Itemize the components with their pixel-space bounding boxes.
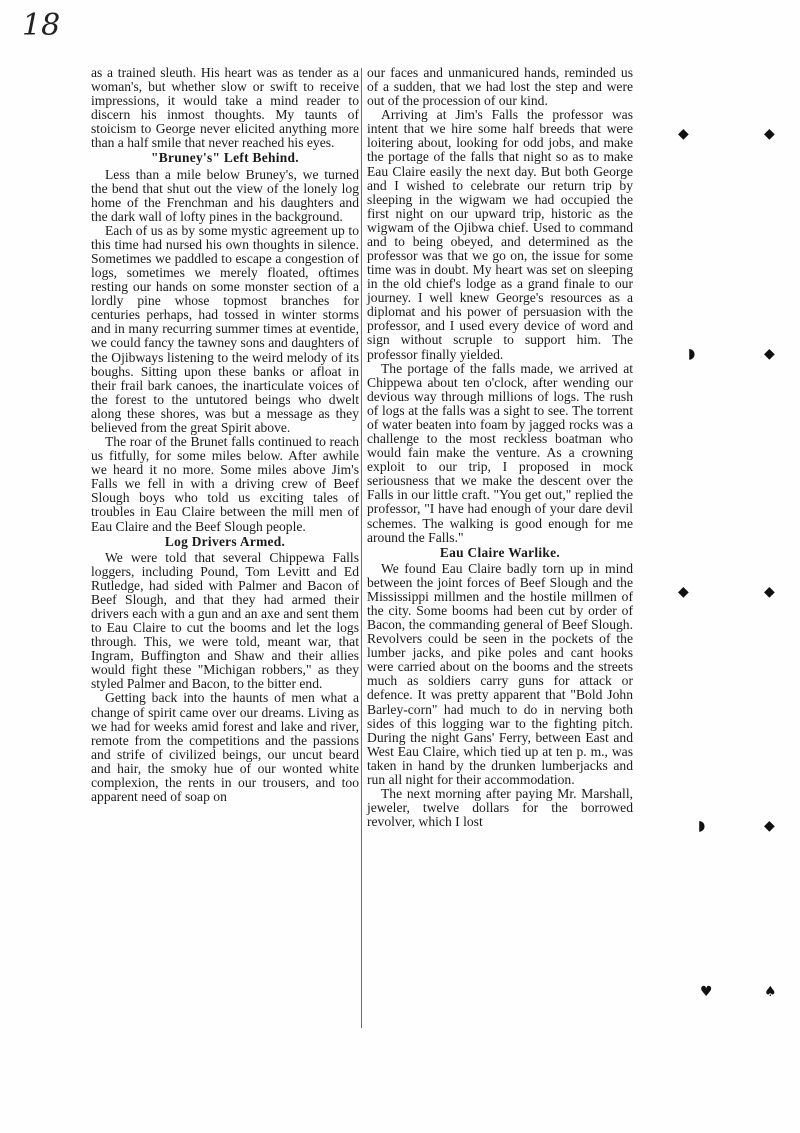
section-heading: Log Drivers Armed. — [164, 533, 286, 549]
paragraph: as a trained sleuth. His heart was as tender as a woman's, but whether slow or swift to receive impressions, it would take a mind reader to discern his inmost thoughts. My taunts of stoicism to George never elicited anything more than a half smile that never reached his eyes. — [91, 65, 359, 151]
scan-mark: ◆ — [678, 584, 689, 600]
left-column — [91, 66, 359, 804]
paragraph: The portage of the falls made, we arrived at Chippewa about ten o'clock, after wending our devious way through millions of logs. The rush of logs at the falls was a sight to see. The torrent of water beaten into foam by jagged rocks was a challenge to the most reckless boatman who would fain make the venture. As a crowning exploit to our trip, I proposed in mock seriousness that we make the descent over the Falls in our little craft. "You get out," replied the professor, "I have had enough of your dare devil schemes. The walking is good enough for me around the Falls." — [367, 360, 633, 545]
right-column — [367, 66, 633, 829]
paragraph: The roar of the Brunet falls continued to reach us fitfully, for some miles below. After awhile we heard it no more. Some miles above Jim's Falls we fell in with a driving crew of Beef Slough boys who told us exciting tales of troubles in Eau Claire between the mill men of Eau Claire and the Beef Slough people. — [91, 434, 359, 534]
scan-mark: ♥ — [700, 984, 713, 1000]
page-number: 18 — [22, 8, 61, 43]
paragraph: Getting back into the haunts of men what a change of spirit came over our dreams. Living as we had for weeks amid forest and lake and river, remote from the competitions and the passions and strife of civilized beings, our uncut beard and hair, the smoky hue of our wonted white complexion, the rents in our trousers, and too apparent need of soap on — [91, 690, 359, 804]
scan-mark: ◆ — [764, 818, 775, 834]
section-heading: Eau Claire Warlike. — [439, 544, 561, 560]
paragraph: Less than a mile below Bruney's, we turned the bend that shut out the view of the lonely log home of the Frenchman and his daughters and the dark wall of lofty pines in the background. — [91, 166, 359, 224]
scan-mark: ◗ — [698, 818, 706, 834]
scan-mark: ◆ — [678, 126, 689, 142]
paragraph: Each of us as by some mystic agreement up to this time had nursed his own thoughts in silence. Sometimes we paddled to escape a congestion of logs, sometimes we merely floated, oftimes resting our hands on some monster section of a lordly pine whose topmost branches for centuries perhaps, had tossed in winter storms and in many recurring summer times at eventide, we could fancy the tawney sons and daughters of the Ojibways listening to the weird melody of its boughs. Sitting upon these banks or afloat in their frail bark canoes, the inarticulate voices of the forest to the untutored beings who dwelt along these shores, was but a message as they believed from the great Spirit above. — [91, 222, 359, 435]
column-divider — [361, 68, 362, 1028]
paragraph: We found Eau Claire badly torn up in mind between the joint forces of Beef Slough and the Mississippi millmen and the hostile millmen of the city. Some booms had been cut by order of Bacon, the commanding general of Beef Slough. Revolvers could be seen in the pockets of the lumber jacks, and pike poles and cant hooks were carried about on the booms and the streets much as soldiers carry guns for attack or defence. It was pretty apparent that "Bold John Barley-corn" had much to do in nerving both sides of this logging war to the fighting pitch. During the night Gans' Ferry, between East and West Eau Claire, which tied up at ten p. m., was taken in hand by the drunken lumberjacks and run all night for their accommodation. — [367, 560, 633, 787]
scan-mark: ◆ — [764, 584, 775, 600]
scan-mark: ◗ — [688, 346, 696, 362]
scan-mark: ◆ — [764, 126, 775, 142]
paragraph: Arriving at Jim's Falls the professor was intent that we hire some half breeds that were loitering about, looking for odd jobs, and make the portage of the falls that night so as to make Eau Claire easily the next day. But both George and I wished to celebrate our return trip by sleeping in the wigwam we had occupied the first night on our upward trip, historic as the wigwam of the Ojibwa chief. Used to command and to being obeyed, and determined as the professor was that we go on, the issue for some time was in doubt. My heart was set on sleeping in the old chief's lodge as a grand finale to our journey. I well knew George's resources as a diplomat and his power of persuasion with the professor, and I used every device of word and sign without scruple to support him. The professor finally yielded. — [367, 107, 633, 362]
scan-mark: ♠ — [764, 984, 777, 1000]
section-heading: "Bruney's" Left Behind. — [151, 150, 299, 166]
paragraph: We were told that several Chippewa Falls loggers, including Pound, Tom Levitt and Ed Rutledge, had sided with Palmer and Bacon of Beef Slough, and that they had armed their drivers each with a gun and an axe and sent them to Eau Claire to cut the booms and let the logs through. This, we were told, meant war, that Ingram, Buffington and Shaw and their allies would fight these "Michigan robbers," as they styled Palmer and Bacon, to the bitter end. — [91, 549, 359, 692]
paragraph: our faces and unmanicured hands, reminded us of a sudden, that we had lost the step and were out of the procession of our kind. — [367, 65, 633, 109]
scan-mark: ◆ — [764, 346, 775, 362]
paragraph: The next morning after paying Mr. Marshall, jeweler, twelve dollars for the borrowed revolver, which I lost — [367, 785, 633, 830]
